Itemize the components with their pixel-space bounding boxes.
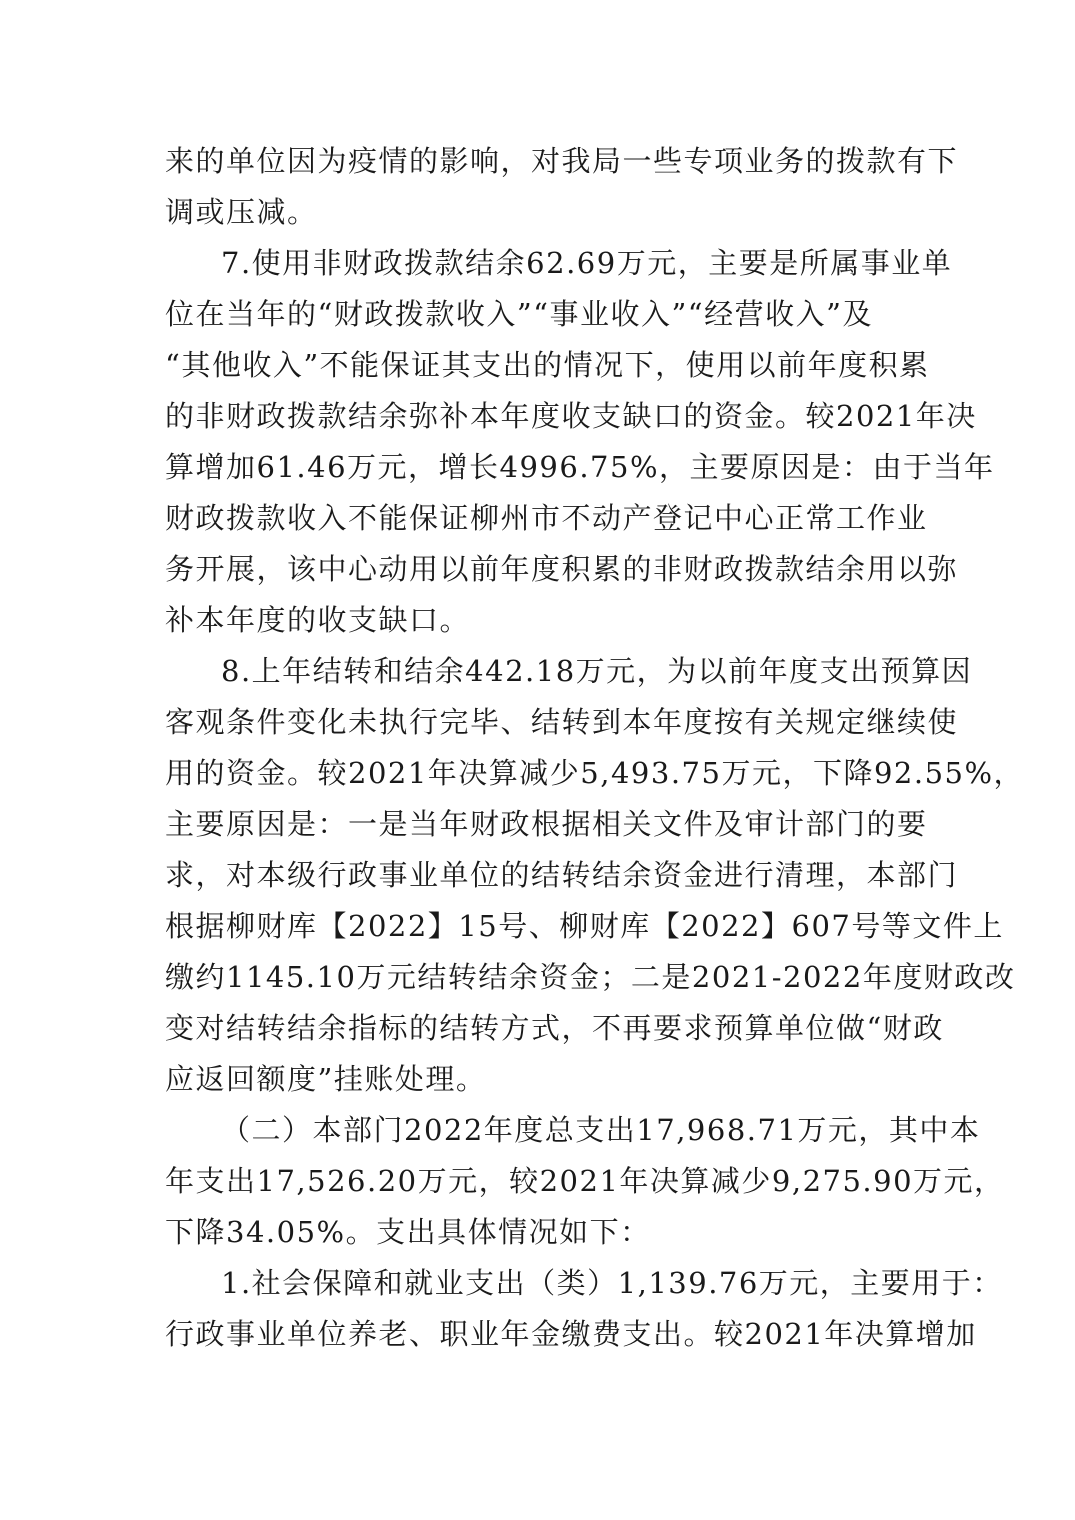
paragraph-start-line: （二）本部门2022年度总支出17,968.71万元，其中本: [221, 1113, 981, 1147]
text-line: 务开展，该中心动用以前年度积累的非财政拨款结余用以弥: [165, 552, 959, 586]
text-line: 补本年度的收支缺口。: [165, 603, 471, 637]
text-line: 下降34.05%。支出具体情况如下：: [165, 1215, 651, 1249]
text-line: 年支出17,526.20万元，较2021年决算减少9,275.90万元，: [165, 1164, 1005, 1198]
text-line: 应返回额度”挂账处理。: [165, 1062, 487, 1096]
text-line: “其他收入”不能保证其支出的情况下，使用以前年度积累: [165, 348, 930, 382]
text-line: 来的单位因为疫情的影响，对我局一些专项业务的拨款有下: [165, 144, 959, 178]
paragraph-start-line: 8.上年结转和结余442.18万元，为以前年度支出预算因: [221, 654, 973, 688]
text-line: 调或压减。: [165, 195, 318, 229]
text-line: 的非财政拨款结余弥补本年度收支缺口的资金。较2021年决: [165, 399, 977, 433]
text-line: 行政事业单位养老、职业年金缴费支出。较2021年决算增加: [165, 1317, 977, 1351]
text-line: 求，对本级行政事业单位的结转结余资金进行清理，本部门: [165, 858, 959, 892]
paragraph-start-line: 1.社会保障和就业支出（类）1,139.76万元，主要用于：: [221, 1266, 1003, 1300]
text-line: 主要原因是：一是当年财政根据相关文件及审计部门的要: [165, 807, 928, 841]
text-line: 变对结转结余指标的结转方式，不再要求预算单位做“财政: [165, 1011, 944, 1045]
text-line: 根据柳财库【2022】15号、柳财库【2022】607号等文件上: [165, 909, 1004, 943]
text-line: 用的资金。较2021年决算减少5,493.75万元，下降92.55%，: [165, 756, 1025, 790]
paragraph-start-line: 7.使用非财政拨款结余62.69万元，主要是所属事业单: [221, 246, 953, 280]
text-line: 算增加61.46万元，增长4996.75%，主要原因是：由于当年: [165, 450, 995, 484]
document-body: [165, 136, 1025, 1360]
text-line: 客观条件变化未执行完毕、结转到本年度按有关规定继续使: [165, 705, 959, 739]
text-line: 位在当年的“财政拨款收入”“事业收入”“经营收入”及: [165, 297, 873, 331]
text-line: 缴约1145.10万元结转结余资金；二是2021-2022年度财政改: [165, 960, 1016, 994]
text-line: 财政拨款收入不能保证柳州市不动产登记中心正常工作业: [165, 501, 928, 535]
